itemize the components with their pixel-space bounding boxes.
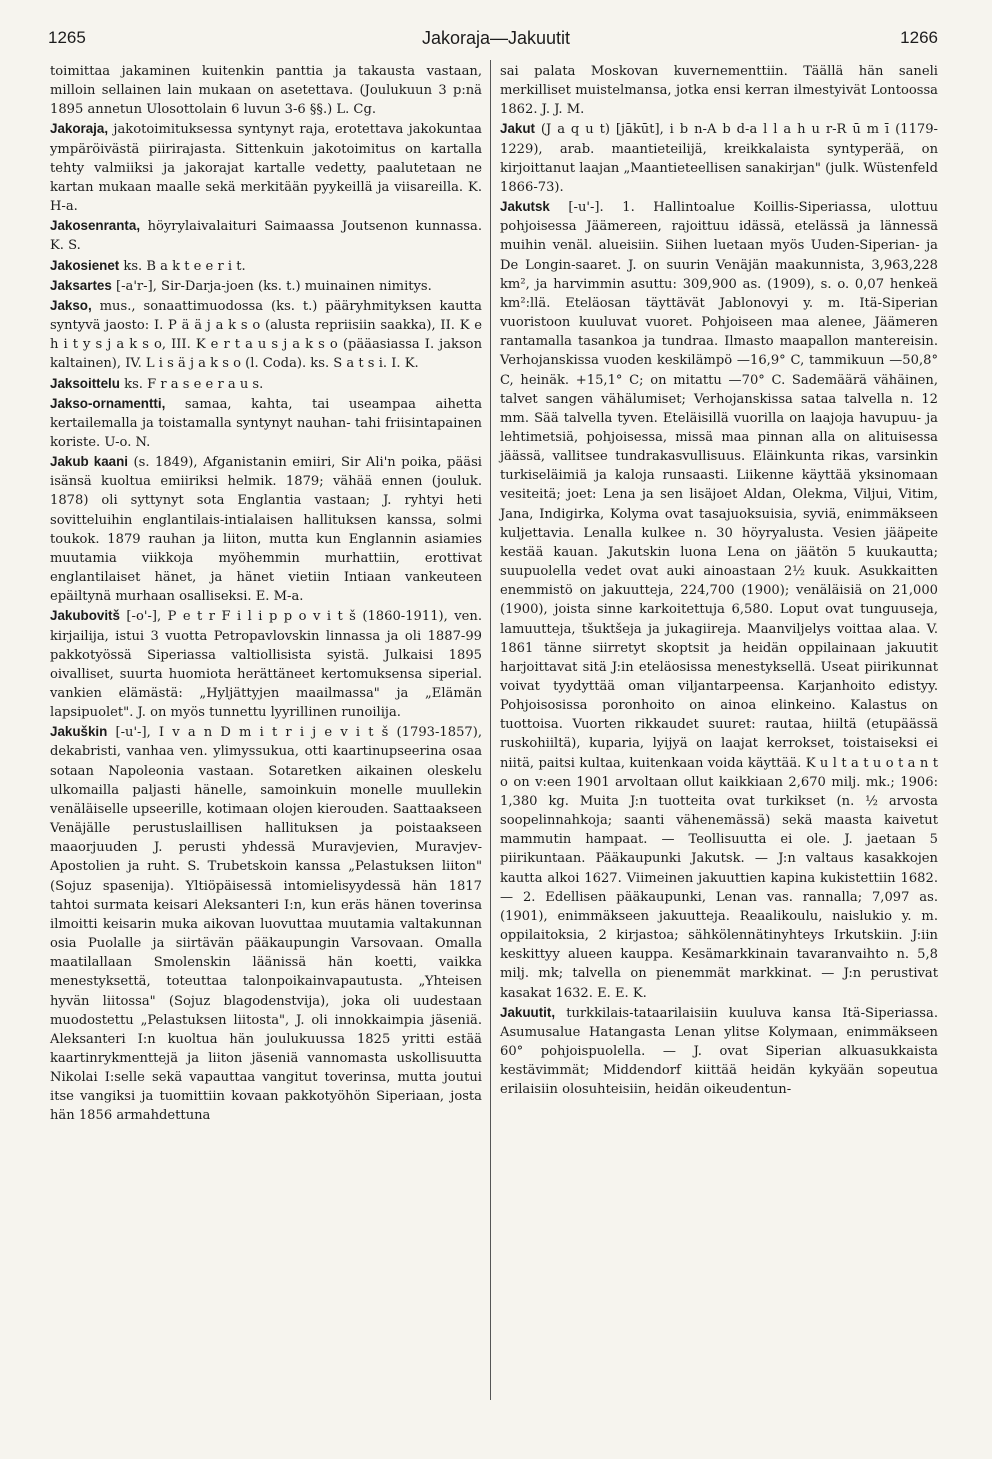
- entry-text: [-u'-], I v a n D m i t r i j e v i t š (1793-1857), dekabristi, vanhaa ven. ylimyssukua, otti kaartinupseerina osaa sotaan Napoleonia vastaan. Sotaretken aikainen oleskelu ulkomailla paljasti hänelle, samoinkuin monelle muullekin venäläiselle upseerille, kotimaan olojen kierouden. Saattaakseen Venäjälle perustuslaillisen hallituksen ja poistaakseen maaorjuuden J. perusti yhdessä Muravjevien, Muravjev-Apostolien ja ruht. S. Trubetskoin kanssa „Pelastuksen liiton" (Sojuz spasenija). Yltiöpäisessä intomielisyydessä hän 1817 tahtoi surmata keisari Aleksanteri I:n, kun eräs hänen toverinsa ilmoitti keisarin muka aikovan luovuttaa muutamia valtakunnan osia Puolalle ja siirtävän pääkaupungin Varsovaan. Omalla maatilallaan Smolenskin läänissä hän koetti, vaikka menestyksettä, toteuttaa talonpoikainvapautusta. „Yhteisen hyvän liitossa" (Sojuz blagodenstvija), joka oli uudestaan muodostettu „Pelastuksen liitosta", J. oli innokkaimpia jäseniä. Aleksanteri I:n kuoltua hän joulukuussa 1825 yritti estää kaartinrykmenttejä ja liiton jäseniä vannomasta uskollisuutta Nikolai I:selle sekä vapauttaa vangitut toverinsa, mutta joutui itse vangiksi ja tuomittiin kovaan pakkotyöhön Siperiaan, josta hän 1856 armahdettuna: [50, 725, 482, 1124]
- entry-text: [-o'-], P e t r F i l i p p o v i t š (1860-1911), ven. kirjailija, istui 3 vuotta Petropavlovskin linnassa ja oli 1887-99 pakkotyössä Siperiassa valtiollisista syistä. Julkaisi 1895 oivalliset, suurta huomiota herättäneet kertomuksensa siperial. vankien elämästä: „Hyljättyjen maailmassa" ja „Elämän lapsipuolet". J. on myös tunnettu lyyrillinen runoilija.: [50, 609, 482, 721]
- right-column: [500, 62, 938, 1099]
- dictionary-entry: [500, 197, 938, 1003]
- dictionary-entry: [500, 62, 938, 119]
- entry-headword: Jakso,: [50, 297, 92, 313]
- dictionary-entry: [50, 394, 482, 452]
- dictionary-entry: [500, 119, 938, 197]
- dictionary-entry: [50, 722, 482, 1125]
- entry-headword: Jakuutit,: [500, 1004, 556, 1020]
- entry-text: mus., sonaattimuodossa (ks. t.) pääryhmityksen kautta syntyvä jaosto: I. P ä ä j a k s o (alusta repriisiin saakka), II. K e h i t y s j a k s o, III. K e r t a u s j a k s o (pääasiassa I. jakson kaltainen), IV. L i s ä j a k s o (l. Coda). ks. S a t s i. I. K.: [50, 298, 482, 372]
- page-header: [40, 28, 952, 54]
- entry-text: höyrylaivalaituri Saimaassa Joutsenon kunnassa. K. S.: [50, 219, 482, 254]
- entry-headword: Jakutsk: [500, 199, 550, 215]
- entry-text: sai palata Moskovan kuvernementtiin. Täällä hän saneli merkilliset muistelmansa, jotka ensi kerran ilmestyivät Lontoossa 1862. J. J. M.: [500, 64, 938, 118]
- dictionary-entry: [50, 606, 482, 722]
- dictionary-entry: [50, 276, 482, 296]
- entry-text: (s. 1849), Afganistanin emiiri, Sir Ali'n poika, pääsi isänsä kuoltua emiiriksi helmik. 1879; vähää ennen (jouluk. 1878) oli syttynyt sota Englantia vastaan; J. ryhtyi heti sovitteluihin englantilais-intialaisen hallituksen kanssa, solmi toukok. 1879 rauhan ja liiton, mutta kun Englannin asiamies muutamia viikkoja myöhemmin murhattiin, erottivat englantilaiset hänet, ja hänet vietiin Intiaan vankeuteen epäiltynä murhaan osalliseksi. E. M-a.: [50, 455, 482, 605]
- entry-text: jakotoimituksessa syntynyt raja, erotettava jakokuntaa ympäröivästä piirirajasta. Sittenkuin jakotoimitus on kartalla tehty valmiiksi ja jakorajat kartalle vedetty, paalutetaan ne kartan mukaan maalle sekä merkitään pyykeillä ja viisareilla. K. H-a.: [50, 122, 482, 215]
- entry-headword: Jakubovitš: [50, 608, 120, 624]
- entry-headword: Jakoraja,: [50, 121, 109, 137]
- entry-text: ks. F r a s e e r a u s.: [119, 376, 264, 392]
- entry-headword: Jakosenranta,: [50, 218, 141, 234]
- dictionary-entry: [50, 452, 482, 606]
- running-title: Jakoraja—Jakuutit: [421, 28, 571, 48]
- entry-headword: Jakosienet: [50, 257, 120, 273]
- entry-text: toimittaa jakaminen kuitenkin panttia ja takausta vastaan, milloin sellainen lain mukaan on asetettava. (Joulukuun 3 p:nä 1895 annetun Ulosottolain 6 luvun 3-6 §§.) L. Cg.: [50, 64, 482, 118]
- page-number-right: 1266: [900, 28, 938, 47]
- dictionary-entry: [500, 1003, 938, 1100]
- entry-text: [-u'-]. 1. Hallintoalue Koillis-Siperiassa, ulottuu pohjoisessa Jäämereen, rajoittuu idässä, etelässä ja lännessä muihin venäl. alueisiin. Siihen luetaan myös Uuden-Siperian- ja De Longin-saaret. J. on suurin Venäjän maakunnista, 3,963,228 km², ja harvimmin asuttu: 309,900 as. (1909), s. o. 0,07 henkeä km²:llä. Eteläosan täyttävät Jablonovyi y. m. Itä-Siperian vuoristoon kuuluvat vuoret. Pohjoiseen maa alenee, Jäämeren rantamalla tasankoa ja tundraa. Ilmasto maapallon mantereisin. Verhojanskissa vuoden keskilämpö —16,9° C, tammikuun —50,8° C, heinäk. +15,1° C; on mitattu —70° C. Sademäärä vähäinen, talvet sangen vähälumiset; Verhojanskissa sataa talvella n. 12 mm. Sää talvella tyven. Eteläisillä vuorilla on laajoja havupuu- ja lehtimetsiä, pohjoisessa, missä maa pinnan alla on alituisessa jäässä, vallitsee tundrakasvullisuus. Eläinkunta rikas, varsinkin turkiseläimiä ja kaloja runsaasti. Liikenne käyttää yksinomaan vesiteitä; joet: Lena ja sen lisäjoet Aldan, Olekma, Viljui, Vitim, Jana, Indigirka, Kolyma ovat tasajuoksuisia, syviä, enimmäkseen kuljettavia. Lenalla kulkee n. 30 höyryalusta. Vesien jääpeite kestää kauan. Jakutskin luona Lena on jäätön 5 kuukautta; suupuolella vedet ovat auki ainoastaan 2½ kuuk. Asukkaitten enemmistö on jakuutteja, 224,700 (1900); venäläisiä on 21,000 (1900), joista sinne karkoitettuja 6,580. Loput ovat tunguuseja, lamuutteja, tšuktšeja ja jukagiireja. Maanviljelys voittaa alaa. V. 1861 tänne siirretyt skoptsit ja heidän oppilainaan jakuutit harjoittavat sitä J:in eteläosissa menestyksellä. Useat piirikunnat voivat tyydyttää oman viljantarpeensa. Karjanhoito edistyy. Pohjoisosissa poronhoito on ainoa elinkeino. Kalastus on tuottoisa. Vuorten rikkaudet suuret: rautaa, hiiltä (etupäässä ruskohiiltä), kuparia, lyijyä on laajat kerrokset, toistaiseksi ei niitä, paitsi kultaa, kuitenkaan voida käyttää. K u l t a t u o t a n t o on v:een 1901 arvoltaan ollut kaikkiaan 2,670 milj. mk.; 1906: 1,380 kg. Muita J:n tuotteita ovat turkikset (n. ½ arvosta soopelinnahkoja; saanti vähenemässä) sekä maasta kaivetut mammutin hampaat. — Teollisuutta ei ole. J. jaetaan 5 piirikuntaan. Pääkaupunki Jakutsk. — J:n valtaus kasakkojen kautta alkoi 1627. Viimeinen jakuuttien kapina kukistettiin 1682. — 2. Edellisen pääkaupunki, Lenan vas. rannalla; 7,097 as. (1901), enimmäkseen jakuutteja. Reaalikoulu, naislukio y. m. oppilaitoksia, 2 kirjastoa; sähkölennätinyhteys Irkutskiin. J:iin keskittyy alueen kauppa. Kesämarkkinain tavaranvaihto n. 5,8 milj. mk; talvella on pienemmät markkinat. — J:n perustivat kasakat 1632. E. E. K.: [500, 200, 938, 1001]
- left-column: [50, 62, 482, 1126]
- dictionary-entry: [50, 62, 482, 119]
- dictionary-entry: [50, 296, 482, 374]
- entry-text: ks. B a k t e e r i t.: [119, 258, 246, 274]
- entry-text: samaa, kahta, tai useampaa aihetta kertailemalla ja toistamalla syntynyt nauhan- tahi friisintapainen koriste. U-o. N.: [50, 396, 482, 450]
- entry-headword: Jakub kaani: [50, 454, 128, 470]
- entry-headword: Jakuškin: [50, 724, 108, 740]
- column-divider: [490, 60, 491, 1400]
- dictionary-entry: [50, 216, 482, 255]
- entry-text: [-a'r-], Sir-Darja-joen (ks. t.) muinainen nimitys.: [111, 278, 432, 294]
- entry-text: turkkilais-tataarilaisiin kuuluva kansa Itä-Siperiassa. Asumusalue Hatangasta Lenan ylitse Kolymaan, enimmäkseen 60° pohjoispuolella. — J. ovat Siperian alkuasukkaista kestävimmät; Middendorf kiittää heidän kykyään sopeutua erilaisiin olosuhteisiin, heidän oikeudentun-: [500, 1005, 938, 1098]
- entry-headword: Jakso-ornamentti,: [50, 395, 166, 411]
- entry-text: (J a q u t) [jākūt], i b n-A b d-a l l a h u r-R ū m ī (1179-1229), arab. maantieteilijä, kreikkalaista syntyperää, on kirjoittanut laajan „Maantieteellisen sanakirjan" (julk. Wüstenfeld 1866-73).: [500, 122, 938, 195]
- entry-headword: Jaksartes: [50, 277, 112, 293]
- dictionary-entry: [50, 256, 482, 276]
- dictionary-entry: [50, 119, 482, 216]
- page-number-left: 1265: [48, 28, 86, 47]
- entry-headword: Jaksoittelu: [50, 375, 120, 391]
- entry-headword: Jakut: [500, 121, 535, 137]
- dictionary-entry: [50, 374, 482, 394]
